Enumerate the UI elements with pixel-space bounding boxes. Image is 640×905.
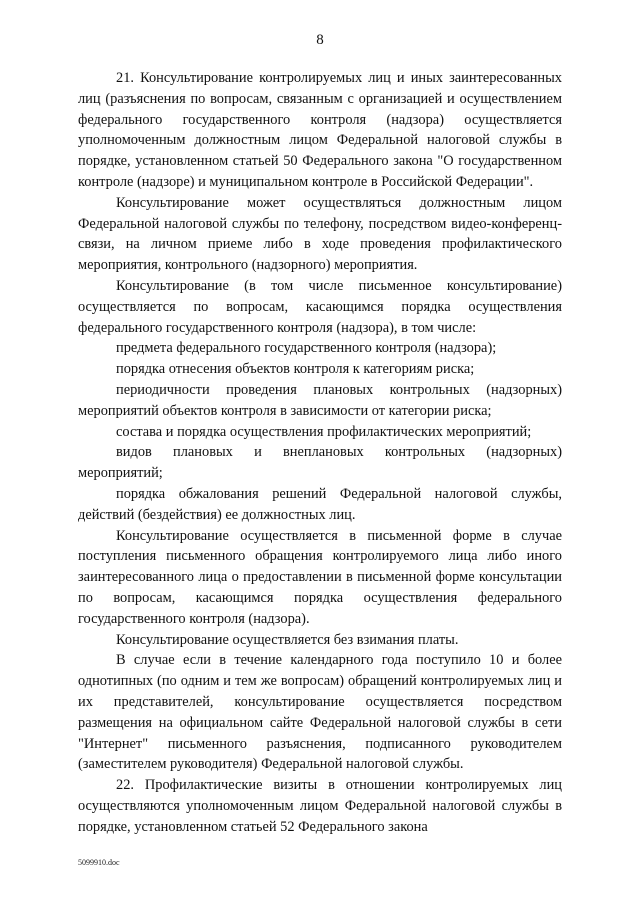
file-name-footer: 5099910.doc [78,858,120,867]
paragraph-free-of-charge: Консультирование осуществляется без взимания платы. [116,631,459,648]
list-item-preventive-measures: состава и порядка осуществления профилактических мероприятий; [116,423,532,440]
list-item-control-types: видов плановых и внеплановых контрольных (надзорных) мероприятий; [78,444,562,482]
list-item-appeal-procedure: порядка обжалования решений Федеральной налоговой службы, действий (бездействия) ее должностных лиц. [78,485,562,523]
document-body [78,68,562,837]
paragraph-21-consulting: 21. Консультирование контролируемых лиц и иных заинтересованных лиц (разъяснения по вопросам, связанным с организацией и осуществлением федерального государственного контроля (надзора) осуществляется уполномоченным должностным лицом Федеральной налоговой службы в порядке, установленном статьей 50 Федерального закона "О государственном контроле (надзоре) и муниципальном контроле в Российской Федерации". [78,70,562,190]
list-item-periodicity: периодичности проведения плановых контрольных (надзорных) мероприятий объектов контроля в зависимости от категории риска; [78,381,562,419]
paragraph-website-clarification: В случае если в течение календарного года поступило 10 и более однотипных (по одним и тем же вопросам) обращений контролируемых лиц и их представителей, консультирование осуществляется посредством размещения на официальном сайте Федеральной налоговой службы в сети "Интернет" письменного разъяснения, подписанного руководителем (заместителем руководителя) Федеральной налоговой службы. [78,652,562,773]
list-item-control-subject: предмета федерального государственного контроля (надзора); [116,340,497,357]
paragraph-consulting-methods: Консультирование может осуществляться должностным лицом Федеральной налоговой службы по телефону, посредством видео-конференц-связи, на личном приеме либо в ходе проведения профилактического мероприятия, контрольного (надзорного) мероприятия. [78,194,562,274]
paragraph-consulting-topics: Консультирование (в том числе письменное консультирование) осуществляется по вопросам, касающимся порядка осуществления федерального государственного контроля (надзора), в том числе: [78,277,562,336]
page-number: 8 [316,32,324,48]
paragraph-written-consulting: Консультирование осуществляется в письменной форме в случае поступления письменного обращения контролируемого лица либо иного заинтересованного лица о предоставлении в письменной форме консультации по вопросам, касающимся порядка осуществления федерального государственного контроля (надзора). [78,527,562,627]
paragraph-22-preventive-visits: 22. Профилактические визиты в отношении контролируемых лиц осуществляются уполномоченным лицом Федеральной налоговой службы в порядке, установленном статьей 52 Федерального закона [78,777,562,835]
list-item-risk-categories: порядка отнесения объектов контроля к категориям риска; [116,361,475,378]
